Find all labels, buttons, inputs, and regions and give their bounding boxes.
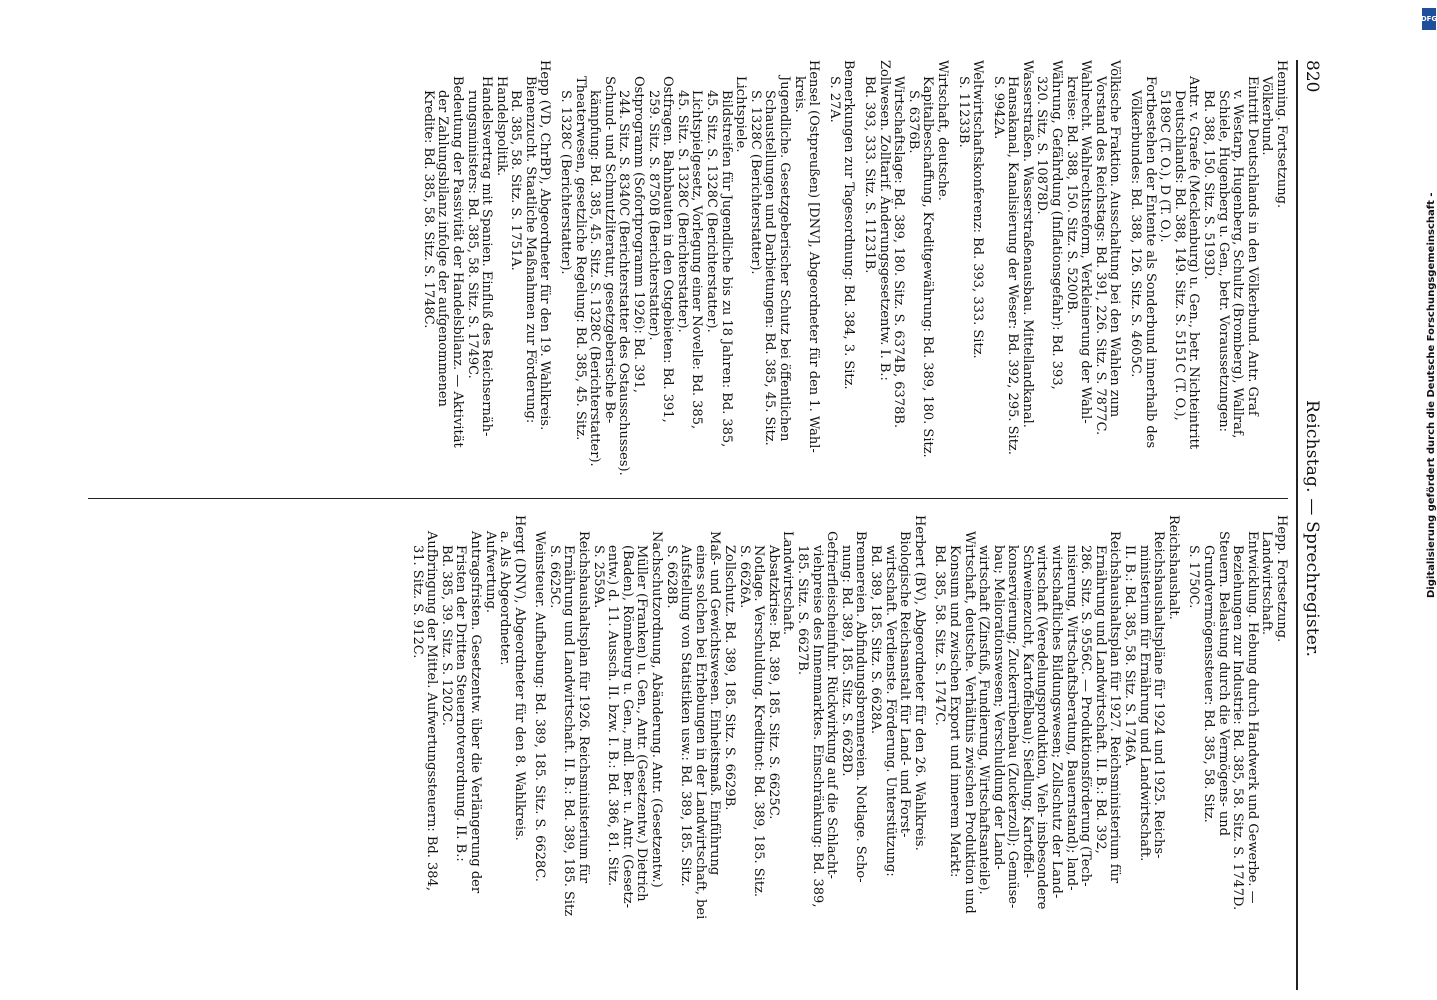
index-line: Reichshaushalt. xyxy=(1165,515,1181,620)
index-line: wirtschaftliches Bildungswesen; Zollschutz der Land- xyxy=(1049,545,1065,899)
index-line: 45. Sitz. S. 1328C (Berichterstatter). xyxy=(674,90,690,333)
index-line: Ostfragen. Bahnbauten in den Ostgebieten: Bd. 391, xyxy=(660,76,676,423)
index-line: Hepp. Fortsetzung. xyxy=(1274,515,1289,643)
index-line: 45. Sitz. S. 1328C (Berichterstatter). xyxy=(704,90,720,333)
index-line: S. 1328C (Berichterstatter). xyxy=(747,90,763,275)
index-line: Beziehungen zur Industrie: Bd. 385, 58. Sitz. S. 1747D. xyxy=(1230,545,1246,911)
index-line: S. 6628B. xyxy=(663,545,679,609)
index-line: kreis. xyxy=(791,76,807,113)
index-line: a. Als Abgeordneter. xyxy=(497,531,513,666)
index-line: Kapitalbeschaffung, Kreditgewährung: Bd. 389, 180. Sitz. xyxy=(920,76,936,458)
index-line: rungsministers: Bd. 385, 58. Sitz. S. 1749C. xyxy=(464,90,480,379)
index-line: eines solchen bei Erhebungen in der Landwirtschaft, bei xyxy=(692,545,708,920)
index-line: Fortbestehen der Entente als Sonderbund innerhalb des xyxy=(1142,76,1158,449)
index-line: Bienenzucht. Staatliche Maßnahmen zur Förderung: xyxy=(522,76,538,424)
index-line: Handelsvertrag mit Spanien. Einfluß des Reichsernäh- xyxy=(479,76,495,437)
index-line: Vorstand des Reichstags: Bd. 391, 226. Sitz. S. 7877C. xyxy=(1092,76,1108,436)
index-line: Antragsfristen. Gesetzentw. über die Verlängerung der xyxy=(467,531,483,894)
index-line: Schiele, Hugenberg u. Gen., betr. Voraussetzungen: xyxy=(1215,90,1231,433)
index-line: Wahlrecht. Wahlrechtsreform, Verkleinerung der Wahl- xyxy=(1078,60,1094,424)
index-line: Notlage. Verschuldung. Kreditnot: Bd. 389, 185. Sitz. xyxy=(751,545,767,898)
index-line: Maß- und Gewichtswesen. Einheitsmaß. Einführung xyxy=(707,531,723,876)
index-line: Schund- und Schmutzliteratur, gesetzgeberische Be- xyxy=(601,76,617,424)
index-line: nisierung, Wirtschaftsberatung, Bauernstand); land- xyxy=(1063,545,1079,891)
index-line: Schaustellungen und Darbietungen: Bd. 385, 45. Sitz. xyxy=(762,90,778,446)
index-line: kämpfung: Bd. 385, 45. Sitz. S. 1328C (Berichterstatter). xyxy=(587,90,603,467)
index-line: Henning. Fortsetzung. xyxy=(1274,60,1289,209)
index-line: Bd. 388, 150. Sitz. S. 5193D. xyxy=(1201,90,1217,280)
index-line: Bd. 389, 185. Sitz. S. 6628A. xyxy=(867,545,883,735)
index-line: Lichtspiele. xyxy=(733,76,749,153)
index-line: Wirtschaft, deutsche. Verhältnis zwischen Produktion und xyxy=(961,531,977,914)
funding-note: Digitalisierung gefördert durch die Deutsche Forschungsgemeinschaft - xyxy=(1426,192,1437,598)
page-rotated-frame xyxy=(82,60,1322,1000)
index-line: v. Westarp, Hugenberg, Schultz (Bromberg), Wallraf, xyxy=(1230,90,1246,439)
index-line: 244. Sitz. S. 8340C (Berichterstatter des Ostausschusses). xyxy=(616,90,632,476)
header-rule xyxy=(1296,60,1298,990)
index-line: S. 2559A. xyxy=(590,545,606,609)
index-line: Schweinezucht, Kartoffelbau); Siedlung; Kartoffel- xyxy=(1019,545,1035,878)
index-line: Jugendliche. Gesetzgeberischer Schutz bei öffentlichen xyxy=(777,76,792,442)
index-line: bau; Meliorationswesen; Verschuldung der Land- xyxy=(990,545,1006,870)
index-line: Wasserstraßen. Wasserstraßenausbau. Mittellandkanal. xyxy=(1019,60,1035,428)
index-line: Reichshaushaltspläne für 1924 und 1925. Reichs- xyxy=(1151,531,1167,859)
index-line: 286. Sitz. S. 9556C. — Produktionsförderung (Tech- xyxy=(1078,545,1094,887)
index-line: nung: Bd. 389, 185. Sitz. S. 6628D. xyxy=(838,545,854,777)
index-line: Fristen der Dritten Steuernotverordnung. II. B.: xyxy=(453,545,469,862)
page-number-label: 820 xyxy=(1302,60,1322,93)
index-line: 5189C (T. O.), D (T. O.). xyxy=(1157,90,1173,243)
index-line: Bd. 393, 333. Sitz. S. 11231B. xyxy=(861,76,877,274)
index-line: S. 6376B. xyxy=(905,90,921,154)
index-line: S. 11233B. xyxy=(955,76,971,148)
index-line: Steuern. Belastung durch die Vermögens- und xyxy=(1215,531,1231,836)
index-line: Bd. 385, 58. Sitz. S. 1751A. xyxy=(508,90,524,271)
index-line: Zollschutz. Bd. 389, 185. Sitz. S. 6629B. xyxy=(722,545,738,811)
index-line: Deutschlands: Bd. 388, 149. Sitz. S. 5151C (T. O.), xyxy=(1171,90,1187,421)
index-line: Ostprogramm (Sofortprogramm 1926): Bd. 391, xyxy=(631,76,647,394)
index-line: Brennereien. Abfindungsbrennereien. Notlage. Scho- xyxy=(853,531,869,883)
index-line: Kredite: Bd. 385, 58. Sitz. S. 1748C. xyxy=(420,90,436,329)
index-line: Hepp (VD, ChrBP), Abgeordneter für den 19. Wahlkreis. xyxy=(537,60,553,431)
running-title-label: Reichstag. — Sprechregister. xyxy=(1302,400,1322,658)
index-line: Handelspolitik. xyxy=(493,76,509,177)
index-line: 320. Sitz. S. 10878D. xyxy=(1034,76,1050,215)
index-line: Aufbringung der Mittel. Aufwertungssteuern: Bd. 384, xyxy=(424,531,440,891)
index-line: Hergt (DNV), Abgeordneter für den 8. Wahlkreis. xyxy=(511,515,527,841)
index-line: der Zahlungsbilanz infolge der aufgenommenen xyxy=(435,90,451,407)
index-line: S. 9942A. xyxy=(990,76,1006,140)
column-divider xyxy=(88,498,1288,499)
index-line: Ernährung und Landwirtschaft. II. B.: Bd. 389, 185. Sitz xyxy=(561,545,577,917)
right-column xyxy=(409,515,1288,985)
index-line: Theaterwesen, gesetzliche Regelung: Bd. 385, 45. Sitz. xyxy=(572,76,588,441)
index-line: Antr. v. Graefe (Mecklenburg) u. Gen., betr. Nichteintritt xyxy=(1186,76,1202,450)
index-line: Entwicklung. Hebung durch Handwerk und Gewerbe. — xyxy=(1244,531,1260,904)
index-line: konservierung; Zuckerrübenbau (Zuckerzoll); Gemüse- xyxy=(1005,545,1021,909)
index-line: Völkerbundes: Bd. 388, 126. Sitz. S. 4605C. xyxy=(1128,90,1144,378)
index-line: Herbert (BV), Abgeordneter für den 26. Wahlkreis. xyxy=(911,515,927,851)
index-line: Bedeutung der Passivität der Handelsbilanz. — Aktivität xyxy=(449,76,465,448)
index-line: wirtschaft (Veredelungsproduktion, Vieh- insbesondere xyxy=(1034,545,1050,910)
index-line: kreise: Bd. 388, 150. Sitz. S. 5200B. xyxy=(1063,76,1079,314)
index-line: (Baden), Rönneburg u. Gen., mdl. Ber. u. Antr. (Gesetz- xyxy=(619,545,635,909)
index-line: 259. Sitz. S. 8750B (Berichterstatter). xyxy=(645,90,661,341)
index-line: Bemerkungen zur Tagesordnung: Bd. 384, 3. Sitz. xyxy=(841,60,857,390)
index-line: viehpreise des Innenmarktes. Einschränkung: Bd. 389, xyxy=(809,545,825,908)
index-line: S. 1328C (Berichterstatter). xyxy=(558,90,574,275)
index-line: Ernährung und Landwirtschaft. II. B.: Bd. 392, xyxy=(1092,545,1108,854)
left-column xyxy=(420,60,1288,490)
index-line: 185. Sitz. S. 6627B. xyxy=(795,545,810,675)
index-line: Lichtspielgesetz, Vorlegung einer Novelle: Bd. 385, xyxy=(689,90,705,430)
index-line: II. B.: Bd. 385, 58. Sitz. S. 1746A. xyxy=(1122,545,1138,767)
index-line: S. 6625C. xyxy=(546,545,562,609)
index-line: Wirtschaftslage: Bd. 389, 180. Sitz. S. 6374B, 6378B. xyxy=(891,76,907,429)
index-line: Landwirtschaft. xyxy=(1259,531,1275,636)
index-line: Zollwesen. Zolltarif. Änderungsgesetzentw. I. B.: xyxy=(876,60,892,381)
index-line: S. 27A. xyxy=(826,76,842,123)
index-line: wirtschaft. Verdienste. Förderung. Unterstützung: xyxy=(882,545,898,877)
index-line: Völkerbund. xyxy=(1259,76,1275,156)
index-line: S. 6626A. xyxy=(736,545,752,609)
index-line: Aufwertung. xyxy=(482,531,498,614)
index-line: Bildstreifen für Jugendliche bis zu 18 Jahren: Bd. 385, xyxy=(718,90,734,448)
index-line: entw.) d. 11. Aussch. II. bzw. I. B.: Bd. 386, 81. Sitz. xyxy=(605,545,621,887)
index-line: Nachschutzordnung, Abänderung. Antr. (Gesetzentw.) xyxy=(649,531,665,888)
index-line: Müller (Franken) u. Gen., Antr. (Gesetzentw.) Dietrich xyxy=(634,545,650,902)
index-line: Bd. 385, 39. Sitz. S. 1202C. xyxy=(438,545,454,726)
index-line: Konsum und zwischen Export und innerem Markt: xyxy=(946,545,962,878)
index-line: Eintritt Deutschlands in den Völkerbund. Antr. Graf xyxy=(1244,76,1260,416)
index-line: Bd. 385, 58. Sitz. S. 1747C. xyxy=(932,545,948,726)
index-line: Hansakanal, Kanalisierung der Weser: Bd. 392, 295. Sitz. xyxy=(1005,76,1021,455)
index-line: Reichshaushaltsplan für 1927. Reichsministerium für xyxy=(1107,531,1123,884)
index-line: 31. Sitz. S. 912C. xyxy=(409,545,425,659)
index-line: Wirtschaft, deutsche. xyxy=(934,60,950,201)
dfg-logo: DFG xyxy=(1422,8,1436,30)
index-line: Völkische Fraktion. Ausschaltung bei den Wahlen zum xyxy=(1107,60,1123,418)
index-line: Grundvermögenssteuer: Bd. 385, 58. Sitz. xyxy=(1201,545,1217,823)
index-line: S. 1750C. xyxy=(1186,545,1202,609)
index-line: Weinsteuer. Aufhebung: Bd. 389, 185. Sitz. S. 6628C. xyxy=(532,531,548,882)
index-line: Landwirtschaft. xyxy=(780,531,796,636)
index-line: Währung, Gefährdung (Inflationsgefahr): Bd. 393, xyxy=(1049,60,1065,390)
index-line: Weltwirtschaftskonferenz: Bd. 393, 333. Sitz. xyxy=(970,60,986,359)
index-line: Absatzkrise: Bd. 389, 185. Sitz. S. 6625C. xyxy=(765,545,781,820)
index-line: Biologische Reichsanstalt für Land- und Forst- xyxy=(897,531,913,838)
index-line: wirtschaft (Zinsfuß, Fundierung, Wirtschaftsanteile). xyxy=(976,545,992,895)
index-line: ministerium für Ernährung und Landwirtschaft. xyxy=(1136,545,1152,862)
index-line: Aufstellung von Statistiken usw.: Bd. 389, 185. Sitz. xyxy=(678,545,694,887)
index-line: Hensel (Ostpreußen) [DNV], Abgeordneter für den 1. Wahl- xyxy=(806,60,822,453)
index-line: Gefrierfleischeinfuhr. Rückwirkung auf die Schlacht- xyxy=(824,531,840,879)
index-line: Reichshaushaltsplan für 1926. Reichsministerium für xyxy=(576,531,592,884)
